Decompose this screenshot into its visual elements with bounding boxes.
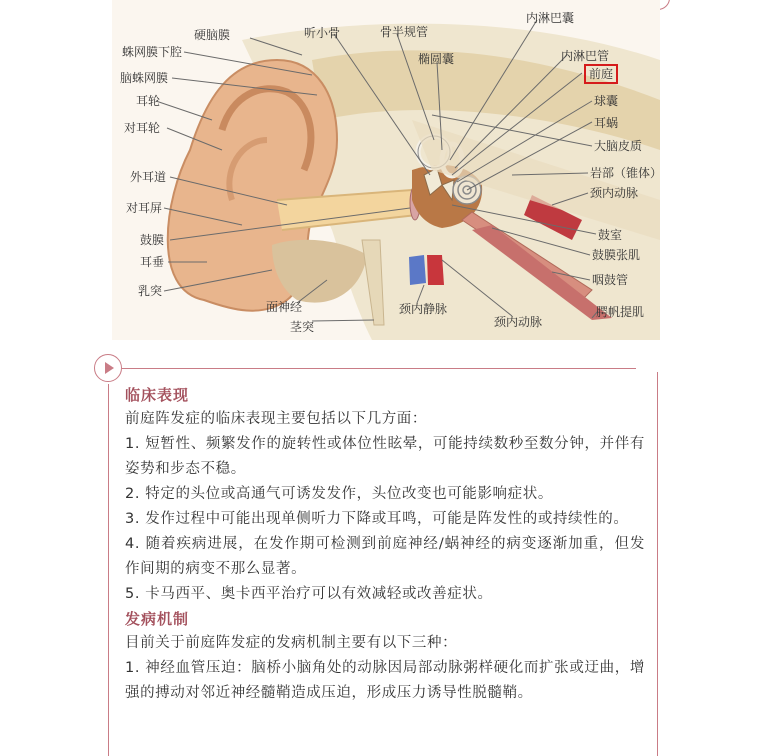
label-vestibule-highlighted: 前庭 bbox=[584, 64, 618, 84]
label-petrous: 岩部（锥体） bbox=[590, 166, 663, 180]
clinical-item-4: 4. 随着疾病进展，在发作期可检测到前庭神经/蜗神经的病变逐渐加重，但发作间期的病变不那么显著。 bbox=[125, 536, 645, 577]
label-helix: 耳轮 bbox=[136, 94, 161, 108]
label-endolymphatic-sac: 内淋巴囊 bbox=[526, 11, 575, 25]
section-intro-pathogenesis: 目前关于前庭阵发症的发病机制主要有以下三种： bbox=[125, 635, 458, 651]
label-eardrum: 鼓膜 bbox=[140, 233, 165, 247]
label-semicircular-canals: 骨半规管 bbox=[380, 25, 429, 39]
label-cochlea: 耳蜗 bbox=[594, 116, 619, 130]
article-body bbox=[125, 383, 645, 706]
label-cerebral-cortex: 大脑皮质 bbox=[594, 139, 643, 153]
label-dura: 硬脑膜 bbox=[194, 28, 231, 42]
label-subarachnoid-space: 蛛网膜下腔 bbox=[122, 45, 183, 59]
label-jugular-vein: 颈内静脉 bbox=[399, 302, 448, 316]
section-intro-clinical: 前庭阵发症的临床表现主要包括以下几方面： bbox=[125, 411, 427, 427]
frame-left-line bbox=[108, 384, 109, 756]
label-carotid-canal: 颈内动脉 bbox=[590, 186, 639, 200]
label-styloid: 茎突 bbox=[290, 320, 315, 334]
ear-anatomy-figure bbox=[112, 0, 663, 340]
clinical-item-3: 3. 发作过程中可能出现单侧听力下降或耳鸣，可能是阵发性的或持续性的。 bbox=[125, 511, 629, 527]
label-ear-canal: 外耳道 bbox=[130, 170, 167, 184]
label-saccule: 球囊 bbox=[594, 94, 619, 108]
label-facial-nerve: 面神经 bbox=[266, 300, 303, 314]
label-antitragus: 对耳屏 bbox=[126, 201, 163, 215]
label-tympanic-cavity: 鼓室 bbox=[598, 228, 623, 242]
label-eustachian-tube: 咽鼓管 bbox=[592, 273, 629, 287]
play-icon bbox=[94, 354, 122, 382]
label-utricle: 椭圆囊 bbox=[418, 52, 455, 66]
pathogenesis-item-1: 1. 神经血管压迫：脑桥小脑角处的动脉因局部动脉粥样硬化而扩张或迂曲，增强的搏动对邻近神经髓鞘造成压迫，形成压力诱导性脱髓鞘。 bbox=[125, 660, 645, 701]
label-tensor-tympani: 鼓膜张肌 bbox=[592, 248, 641, 262]
section-title-pathogenesis: 发病机制 bbox=[125, 610, 190, 628]
frame-right-line bbox=[657, 372, 658, 756]
section-title-clinical: 临床表现 bbox=[125, 386, 190, 404]
label-levator-veli: 腭帆提肌 bbox=[596, 305, 645, 319]
clinical-item-2: 2. 特定的头位或高通气可诱发发作，头位改变也可能影响症状。 bbox=[125, 486, 553, 502]
label-lobule: 耳垂 bbox=[140, 255, 165, 269]
label-arachnoid: 脑蛛网膜 bbox=[120, 71, 169, 85]
clinical-item-5: 5. 卡马西平、奥卡西平治疗可以有效减轻或改善症状。 bbox=[125, 586, 493, 602]
label-antihelix: 对耳轮 bbox=[124, 121, 161, 135]
label-ossicles: 听小骨 bbox=[304, 26, 341, 40]
clinical-item-1: 1. 短暂性、频繁发作的旋转性或体位性眩晕，可能持续数秒至数分钟，并伴有姿势和步态不稳。 bbox=[125, 436, 645, 477]
label-mastoid: 乳突 bbox=[138, 284, 163, 298]
label-endolymphatic-duct: 内淋巴管 bbox=[561, 49, 610, 63]
frame-top-line bbox=[122, 368, 636, 369]
label-carotid-artery: 颈内动脉 bbox=[494, 315, 543, 329]
